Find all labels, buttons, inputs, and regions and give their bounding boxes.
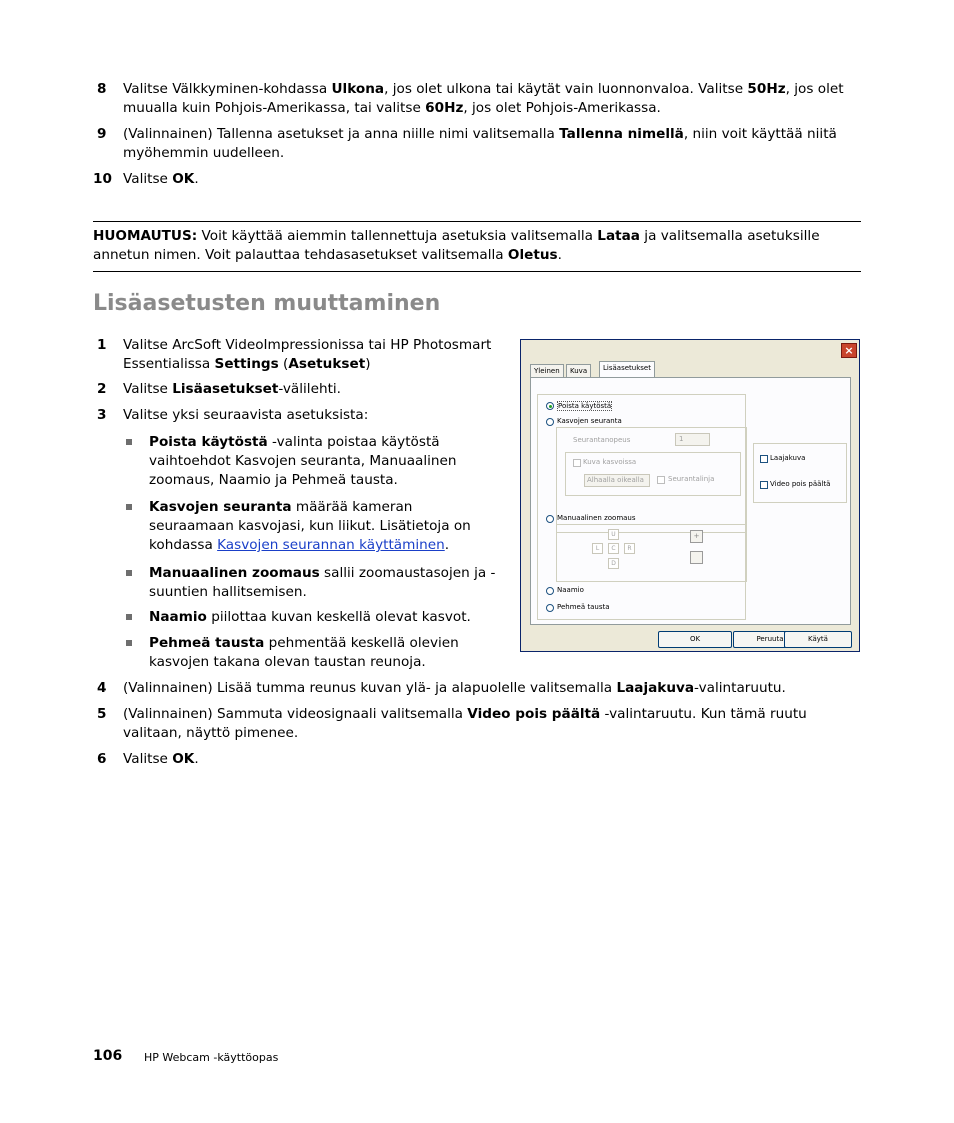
label-face-tracking: Kasvojen seuranta	[557, 417, 622, 425]
label-follow: Seurantalinja	[668, 475, 715, 483]
note-rule-top	[93, 221, 861, 222]
zoom-center-button[interactable]: C	[608, 543, 619, 554]
bullet-marker	[126, 570, 132, 576]
tab-panel-advanced	[530, 377, 851, 625]
step-text: Valitse Välkkyminen-kohdassa Ulkona, jos olet ulkona tai käytät vain luonnonvaloa. Valitse 50Hz, jos olet muualla kuin Pohjois-Amerikassa, tai valitse 60Hz, jos olet Pohjois-Amerikassa.	[123, 81, 844, 116]
step-text: (Valinnainen) Tallenna asetukset ja anna niille nimi valitsemalla Tallenna nimellä, niin voit käyttää niitä myöhemmin uudelleen.	[123, 126, 837, 161]
checkbox-video-off[interactable]	[760, 481, 768, 489]
step-number: 8	[97, 81, 107, 97]
step-text: Valitse Lisäasetukset-välilehti.	[123, 381, 341, 397]
label-manual-zoom: Manuaalinen zoomaus	[557, 514, 636, 522]
step-number: 2	[97, 381, 107, 397]
bullet-text: Poista käytöstä -valinta poistaa käytöstä vaihtoehdot Kasvojen seuranta, Manuaalinen zoomaus, Naamio ja Pehmeä tausta.	[149, 434, 457, 488]
note-label: HUOMAUTUS:	[93, 228, 198, 244]
radio-face-tracking[interactable]	[546, 418, 554, 426]
zoom-position-select[interactable]	[584, 474, 650, 487]
footer-title: HP Webcam -käyttöopas	[144, 1051, 279, 1064]
tracking-speed-field[interactable]	[675, 433, 710, 446]
bullet-text: Kasvojen seuranta määrää kameran seuraamaan kasvojasi, kun liikut. Lisätietoja on kohdassa Kasvojen seurannan käyttäminen.	[149, 499, 471, 553]
step-text: Valitse ArcSoft VideoImpressionissa tai HP Photosmart Essentialissa Settings (Asetukset)	[123, 337, 492, 372]
bullet-marker	[126, 614, 132, 620]
bullet-text: Manuaalinen zoomaus sallii zoomaustasojen ja -suuntien hallitsemisen.	[149, 565, 496, 600]
label-mask: Naamio	[557, 586, 584, 594]
close-icon[interactable]: ×	[841, 343, 857, 358]
page-number: 106	[93, 1048, 123, 1064]
label-tracking-speed: Seurantanopeus	[573, 436, 631, 444]
step-text: (Valinnainen) Lisää tumma reunus kuvan ylä- ja alapuolelle valitsemalla Laajakuva-valintaruutu.	[123, 680, 786, 696]
label-zoom-faces: Kuva kasvoissa	[583, 458, 637, 466]
tab-advanced[interactable]: Lisäasetukset	[599, 361, 655, 378]
label-soft-background: Pehmeä tausta	[557, 603, 610, 611]
step-number: 4	[97, 680, 107, 696]
step-text: (Valinnainen) Sammuta videosignaali valitsemalla Video pois päältä -valintaruutu. Kun tämä ruutu valitaan, näyttö pimenee.	[123, 706, 807, 741]
link-face-tracking[interactable]: Kasvojen seurannan käyttäminen	[217, 537, 445, 553]
step-number: 3	[97, 407, 107, 423]
bullet-text: Naamio piilottaa kuvan keskellä olevat kasvot.	[149, 609, 471, 625]
bullet-marker	[126, 439, 132, 445]
radio-disable[interactable]	[546, 402, 554, 410]
bullet-text: Pehmeä tausta pehmentää keskellä olevien kasvojen takana olevan taustan reunoja.	[149, 635, 459, 670]
step-number: 9	[97, 126, 107, 142]
ok-button[interactable]: OK	[658, 631, 732, 648]
bullet-marker	[126, 640, 132, 646]
section-heading: Lisäasetusten muuttaminen	[93, 291, 441, 316]
zoom-up-button[interactable]: U	[608, 529, 619, 540]
zoom-left-button[interactable]: L	[592, 543, 603, 554]
zoom-down-button[interactable]: D	[608, 558, 619, 569]
tab-general[interactable]: Yleinen	[530, 364, 564, 378]
note: HUOMAUTUS: Voit käyttää aiemmin tallennettuja asetuksia valitsemalla Lataa ja valitsemalla asetuksille annetun nimen. Voit palauttaa tehdasasetukset valitsemalla Oletus.	[93, 228, 820, 263]
zoom-out-button[interactable]	[690, 551, 703, 564]
step-text: Valitse OK.	[123, 751, 199, 767]
zoom-in-button[interactable]: +	[690, 530, 703, 543]
cancel-button[interactable]: Peruuta	[733, 631, 807, 648]
step-text: Valitse OK.	[123, 171, 199, 187]
settings-dialog	[520, 339, 860, 652]
dialog-titlebar	[521, 340, 859, 360]
label-disable: Poista käytöstä	[558, 402, 612, 410]
step-text: Valitse yksi seuraavista asetuksista:	[123, 407, 369, 423]
step-number: 1	[97, 337, 107, 353]
zoom-right-button[interactable]: R	[624, 543, 635, 554]
radio-manual-zoom[interactable]	[546, 515, 554, 523]
checkbox-widescreen[interactable]	[760, 455, 768, 463]
radio-mask[interactable]	[546, 587, 554, 595]
step-number: 10	[93, 171, 112, 187]
note-rule-bottom	[93, 271, 861, 272]
tracking-speed-value: 1	[679, 435, 684, 443]
tab-image[interactable]: Kuva	[566, 364, 591, 378]
manual-zoom-group	[556, 524, 747, 582]
display-options-group	[753, 443, 847, 503]
label-video-off: Video pois päältä	[770, 480, 831, 488]
apply-button[interactable]: Käytä	[784, 631, 852, 648]
step-number: 5	[97, 706, 107, 722]
checkbox-follow[interactable]	[657, 476, 665, 484]
zoom-position-value: Alhaalla oikealla	[587, 476, 644, 484]
bullet-marker	[126, 504, 132, 510]
checkbox-zoom-faces[interactable]	[573, 459, 581, 467]
radio-soft-background[interactable]	[546, 604, 554, 612]
label-widescreen: Laajakuva	[770, 454, 806, 462]
step-number: 6	[97, 751, 107, 767]
